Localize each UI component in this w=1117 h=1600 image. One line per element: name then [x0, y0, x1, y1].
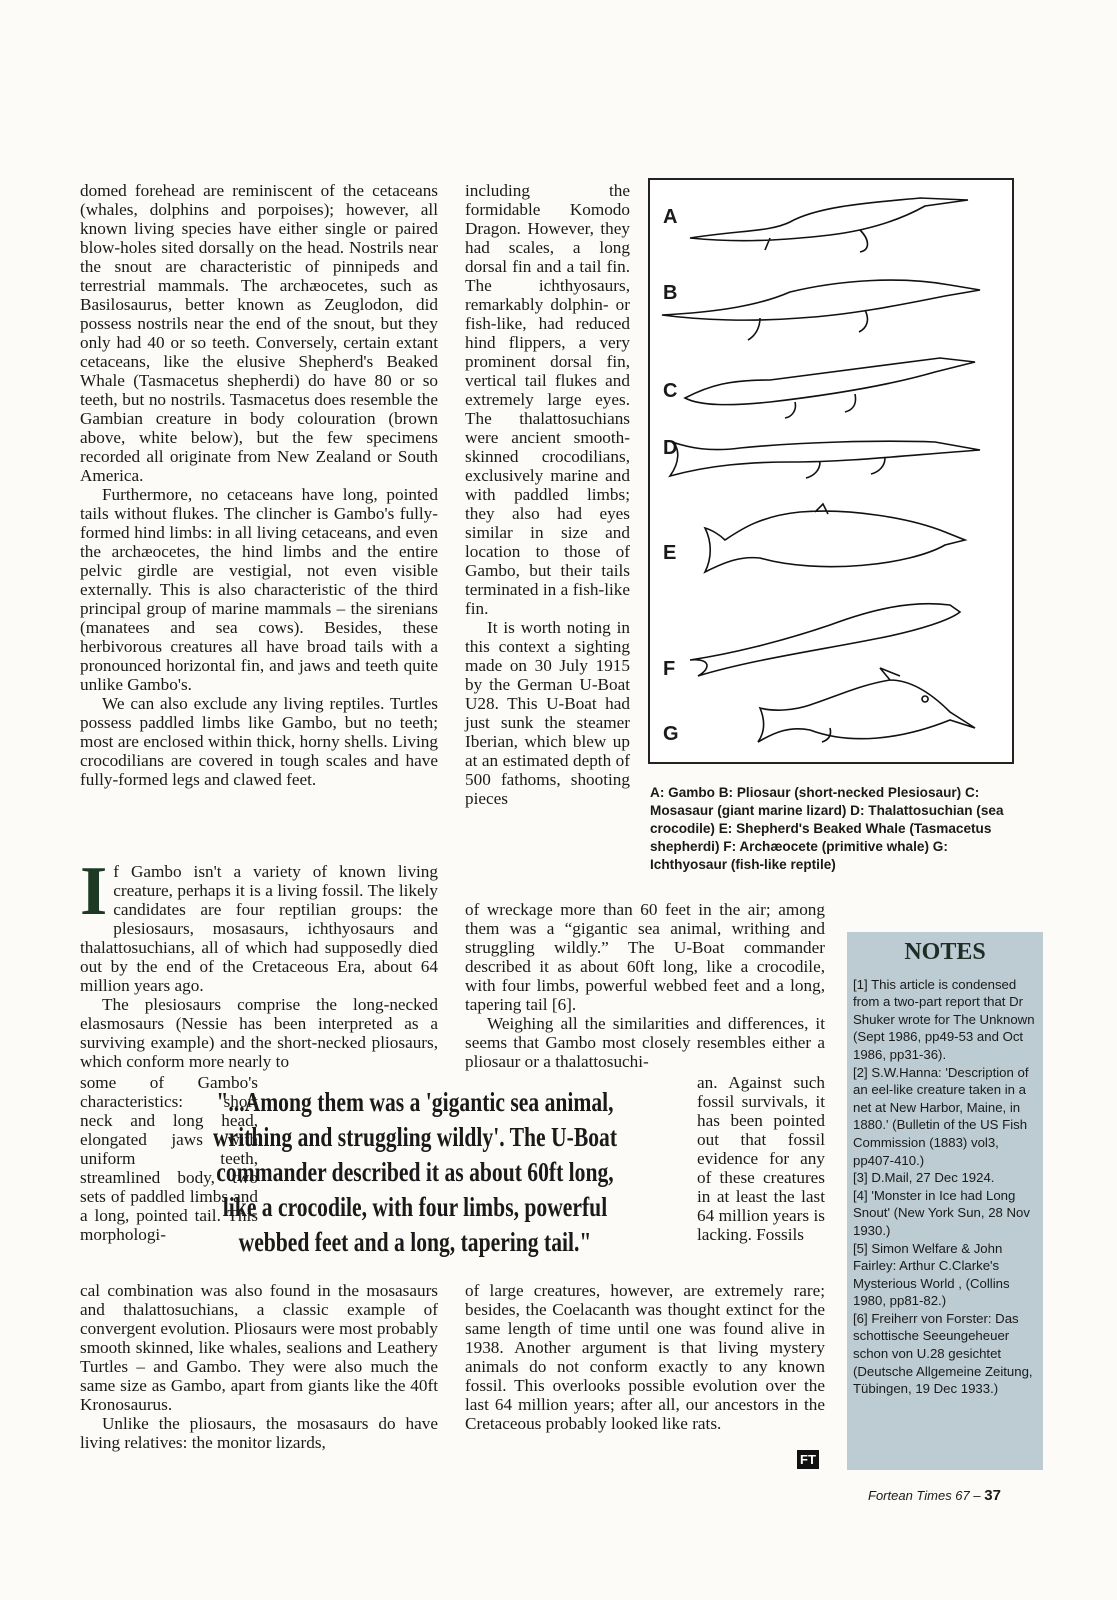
page-footer [868, 1487, 1001, 1504]
paragraph: It is worth noting in this context a sighting made on 30 July 1915 by the German U-Boat U28. This U-Boat had just sunk the steamer Iberian, which blew up at an estimated depth of 500 fathoms, shooting pieces [465, 618, 630, 808]
paragraph: We can also exclude any living reptiles. Turtles possess paddled limbs like Gambo, but no teeth; most are enclosed within thick, horny shells. Living crocodilians are covered in tough scales and have fully-formed legs and clawed feet. [80, 694, 438, 789]
figure-caption: A: Gambo B: Pliosaur (short-necked Plesiosaur) C: Mosasaur (giant marine lizard) D: Thalattosuchian (sea crocodile) E: Shepherd's Beaked Whale (Tasmacetus shepherdi) F: Archæocete (primitive whale) G: Ichthyosaur (fish-like reptile) [650, 785, 1004, 872]
middle-column-wide [465, 900, 825, 1071]
notes-sidebar [847, 932, 1043, 1470]
magazine-name: Fortean Times 67 – [868, 1488, 981, 1503]
figure-label: B [663, 282, 678, 304]
middle-column-narrow [697, 1073, 825, 1244]
middle-column-bottom [465, 1281, 825, 1433]
paragraph: Unlike the pliosaurs, the mosasaurs do have living relatives: the monitor lizards, [80, 1414, 438, 1452]
paragraph: of large creatures, however, are extremely rare; besides, the Coelacanth was thought extinct for the same length of time until one was found alive in 1938. Another argument is that living mystery animals do not conform exactly to any known fossil. This overlooks possible evolution over the last 64 million years; after all, our ancestors in the Cretaceous probably looked like rats. [465, 1281, 825, 1433]
creature-drawings [650, 180, 1012, 762]
note-item: [1] This article is condensed from a two-part report that Dr Shuker wrote for The Unknown (Sept 1986, pp49-53 and Oct 1986, pp31-36). [853, 976, 1035, 1062]
note-item: [6] Freiherr von Forster: Das schottische Seeungeheuer schon von U.28 gesichtet (Deutsche Allgemeine Zeitung, Tübingen, 19 Dec 1933.) [853, 1310, 1033, 1397]
creature-comparison-figure [648, 178, 1014, 764]
paragraph: The plesiosaurs comprise the long-necked elasmosaurs (Nessie has been interpreted as a surviving example) and the short-necked pliosaurs, which conform more nearly to [80, 995, 438, 1071]
paragraph: cal combination was also found in the mosasaurs and thalattosuchians, a classic example of convergent evolution. Pliosaurs were most probably smooth skinned, like whales, sealions and Leathery Turtles – and Gambo. They were also much the same size as Gambo, apart from giants like the 40ft Kronosaurus. [80, 1281, 438, 1414]
mosasaur-outline [685, 358, 975, 418]
figure-label: E [663, 542, 677, 564]
paragraph: an. Against such fossil survivals, it has been pointed out that fossil evidence for any of these creatures in at least the last 64 million years is lacking. Fossils [697, 1073, 825, 1244]
ft-end-mark-logo: FT [797, 1450, 819, 1469]
pliosaur-outline [662, 280, 980, 340]
gambo-outline [690, 198, 968, 252]
left-column-middle [80, 853, 438, 1071]
page-number: 37 [984, 1487, 1001, 1504]
paragraph: domed forehead are reminiscent of the cetaceans (whales, dolphins and porpoises); however, all known living species have either single or paired blow-holes sited dorsally on the head. Nostrils near the snout are characteristic of pinnipeds and terrestrial mammals. The archæocetes, such as Basilosaurus, better known as Zeuglodon, did possess nostrils near the end of the snout, but they only had 40 or so teeth. Conversely, certain extant cetaceans, like the elusive Shepherd's Beaked Whale (Tasmacetus shepherdi) do have 80 or so teeth, but no nostrils. Tasmacetus does resemble the Gambian creature in body colouration (brown above, white below), but the few specimens recorded all originate from New Zealand or South America. [80, 181, 438, 485]
middle-column-top [465, 181, 630, 808]
ichthyosaur-outline [758, 668, 975, 742]
left-column-bottom [80, 1281, 438, 1452]
note-item: [3] D.Mail, 27 Dec 1924. [853, 1170, 995, 1186]
drop-cap: I [80, 853, 108, 930]
beaked-whale-outline [705, 504, 965, 572]
figure-label: G [663, 723, 679, 745]
figure-label: A [663, 206, 678, 228]
pull-quote: "...Among them was a 'gigantic sea animal, writhing and struggling wildly'. The U-Boat commander described it as about 60ft long, like a crocodile, with four limbs, powerful webbed feet and a long, tapering tail." [212, 1087, 618, 1257]
note-item: [5] Simon Welfare & John Fairley: Arthur C.Clarke's Mysterious World , (Collins 1980, pp81-82.) [853, 1240, 1010, 1309]
archaeocete-outline [690, 604, 960, 676]
paragraph: Furthermore, no cetaceans have long, pointed tails without flukes. The clincher is Gambo's fully-formed hind limbs: in all living cetaceans, and even the archæocetes, the hind limbs and the entire pelvic girdle are vestigial, not even visible externally. This is also characteristic of the third principal group of marine mammals – the sirenians (manatees and sea cows). Besides, these herbivorous creatures all have broad tails with a pronounced horizontal fin, and jaws and teeth quite unlike Gambo's. [80, 485, 438, 694]
paragraph: Weighing all the similarities and differences, it seems that Gambo most closely resembles either a pliosaur or a thalattosuchi- [465, 1014, 825, 1071]
paragraph-text: f Gambo isn't a variety of known living creature, perhaps it is a living fossil. The likely candidates are four reptilian groups: the plesiosaurs, mosasaurs, ichthyosaurs and thalattosuchians, all of which had supposedly died out by the end of the Cretaceous Era, about 64 million years ago. [80, 862, 438, 995]
paragraph: of wreckage more than 60 feet in the air; among them was a “gigantic sea animal, writhing and struggling wildly.” The U-Boat commander described it as about 60ft long, like a crocodile, with four limbs, powerful webbed feet and a long, tapering tail [6]. [465, 900, 825, 1014]
paragraph [80, 853, 438, 995]
paragraph: some of Gambo's characteristics: short neck and long head, elongated jaws with uniform teeth, streamlined body, two sets of paddled limbs and a long, pointed tail. This morphologi- [80, 1073, 258, 1244]
figure-label: F [663, 658, 676, 680]
figure-label: D [663, 437, 678, 459]
thalattosuchian-outline [670, 441, 980, 478]
note-item: [4] 'Monster in Ice had Long Snout' (New York Sun, 28 Nov 1930.) [853, 1187, 1030, 1238]
figure-label: C [663, 380, 678, 402]
notes-title: NOTES [904, 939, 986, 965]
left-column-top [80, 181, 438, 789]
paragraph: including the formidable Komodo Dragon. However, they had scales, a long dorsal fin and a tail fin. The ichthyosaurs, remarkably dolphin- or fish-like, had reduced hind flippers, a very prominent dorsal fin, vertical tail flukes and extremely large eyes. The thalattosuchians were ancient smooth-skinned crocodilians, exclusively marine and with paddled limbs; they also had eyes similar in size and location to those of Gambo, but their tails terminated in a fish-like fin. [465, 181, 630, 618]
note-item: [2] S.W.Hanna: 'Description of an eel-like creature taken in a net at New Harbor, Maine, in 1880.' (Bulletin of the US Fish Commission (1883) vol3, pp407-410.) [853, 1064, 1029, 1168]
